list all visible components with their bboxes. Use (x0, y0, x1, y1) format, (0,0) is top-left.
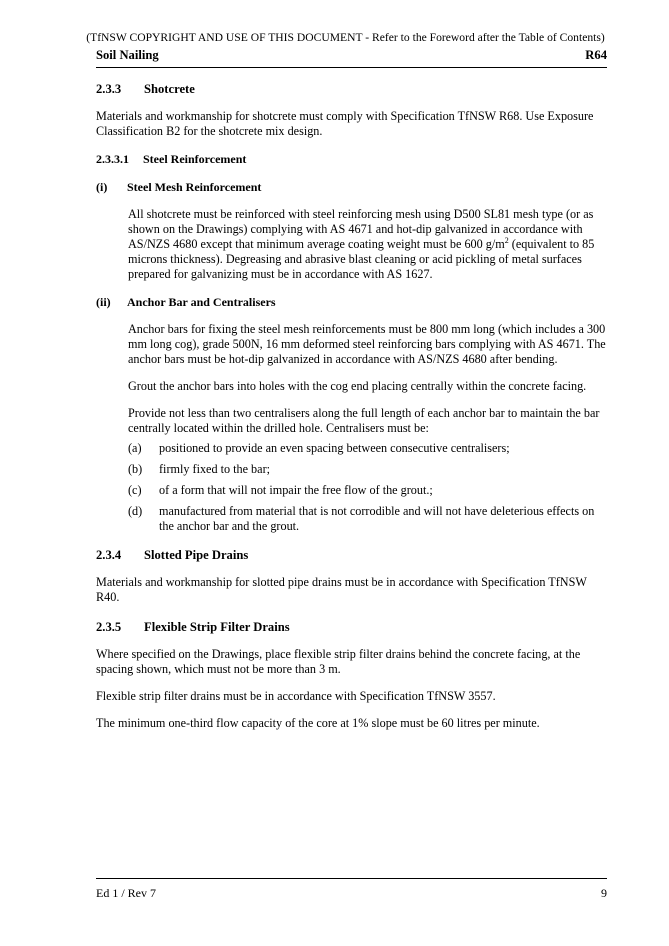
document-code: R64 (585, 48, 607, 62)
paragraph-flow-capacity: The minimum one-third flow capacity of the core at 1% slope must be 60 litres per minute. (96, 716, 540, 730)
section-heading-2-3-5: 2.3.5 Flexible Strip Filter Drains (96, 620, 290, 634)
list-item: (d) manufactured from material that is not corrodible and will not have deleterious effects on the anchor bar and the grout. (128, 504, 595, 533)
page-content (96, 82, 607, 731)
copyright-notice: (TfNSW COPYRIGHT AND USE OF THIS DOCUMENT - Refer to the Foreword after the Table of Contents) (86, 31, 605, 44)
paragraph-slotted-pipe-drains: Materials and workmanship for slotted pipe drains must be in accordance with Specification TfNSW R40. (96, 575, 587, 604)
section-heading-2-3-3: 2.3.3 Shotcrete (96, 82, 195, 96)
paragraph-filter-drain-spec: Flexible strip filter drains must be in accordance with Specification TfNSW 3557. (96, 689, 496, 703)
list-item: (b) firmly fixed to the bar; (128, 462, 271, 476)
section-heading-2-3-4: 2.3.4 Slotted Pipe Drains (96, 548, 249, 562)
page-footer (96, 886, 607, 901)
subsection-heading-2-3-3-1: 2.3.3.1 Steel Reinforcement (96, 152, 247, 166)
item-heading-i: (i) Steel Mesh Reinforcement (96, 180, 262, 194)
paragraph-centralisers: Provide not less than two centralisers along the full length of each anchor bar to maintain the bar centrally located within the drilled hole. Centralisers must be: (128, 406, 600, 435)
paragraph-shotcrete: Materials and workmanship for shotcrete must comply with Specification TfNSW R68. Use Exposure Classification B2 for the shotcrete mix design. (96, 109, 594, 138)
paragraph-anchor-bars: Anchor bars for fixing the steel mesh reinforcements must be 800 mm long (which includes a 300 mm long cog), grade 500N, 16 mm deformed steel reinforcing bars complying with AS 4671. The anchor bars must be hot-dip galvanized in accordance with AS/NZS 4680 after bending. (128, 322, 606, 366)
document-title: Soil Nailing (96, 48, 159, 62)
footer-rule (96, 878, 607, 879)
header-rule (96, 67, 607, 68)
paragraph-steel-mesh: All shotcrete must be reinforced with steel reinforcing mesh using D500 SL81 mesh type (or as shown on the Drawings) complying with AS 4671 and hot-dip galvanized in accordance with AS/NZS 4680 except that minimum average coating weight must be 600 $g/m^2$ (equivalent to 85 microns thickness). Degreasing and abrasive blast cleaning or acid pickling of metal surfaces prepared for galvanizing must be in accordance with AS 1627. (128, 207, 595, 281)
page-number: 9 (601, 886, 607, 900)
running-header (96, 48, 607, 63)
edition-label: Ed 1 / Rev 7 (96, 886, 156, 900)
list-item: (c) of a form that will not impair the free flow of the grout.; (128, 483, 433, 497)
paragraph-filter-drain-placement: Where specified on the Drawings, place flexible strip filter drains behind the concrete facing, at the spacing shown, which must not be more than 3 m. (96, 647, 581, 676)
item-heading-ii: (ii) Anchor Bar and Centralisers (96, 295, 276, 309)
paragraph-grout: Grout the anchor bars into holes with the cog end placing centrally within the concrete facing. (128, 379, 587, 393)
list-item: (a) positioned to provide an even spacing between consecutive centralisers; (128, 441, 510, 455)
